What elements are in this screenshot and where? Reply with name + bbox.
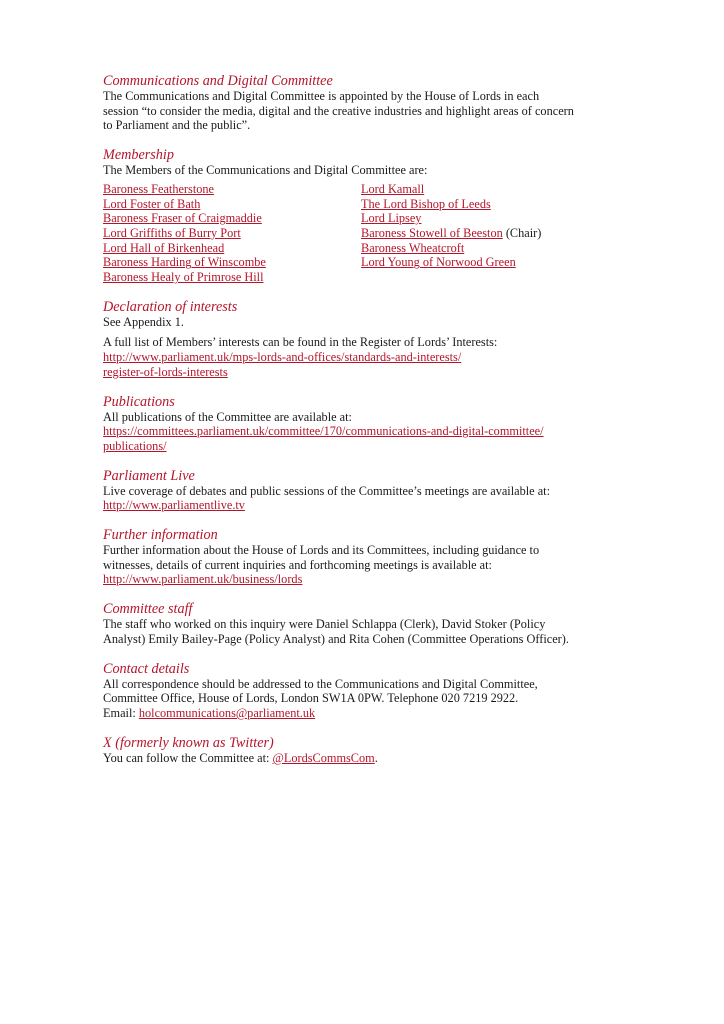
- further-info-link[interactable]: http://www.parliament.uk/business/lords: [103, 572, 303, 587]
- further-info-line-1: Further information about the House of Lords and its Committees, including guidance to: [103, 543, 540, 558]
- twitter-text-line: [103, 751, 623, 766]
- member-link[interactable]: The Lord Bishop of Leeds: [361, 196, 491, 211]
- interests-text: See Appendix 1.: [103, 314, 184, 329]
- member-link[interactable]: Lord Young of Norwood Green: [361, 255, 516, 270]
- twitter-heading: X (formerly known as Twitter): [103, 734, 274, 751]
- members-left-column: [103, 182, 361, 285]
- parliament-live-section: [103, 468, 623, 513]
- further-info-text: [103, 543, 623, 572]
- register-link-line-2[interactable]: register-of-lords-interests: [103, 364, 228, 379]
- publications-link-line-2[interactable]: publications/: [103, 438, 167, 453]
- membership-heading: Membership: [103, 147, 174, 164]
- members-right-column: [361, 182, 623, 285]
- twitter-section: [103, 735, 623, 766]
- staff-text: [103, 617, 623, 646]
- publications-section: [103, 394, 623, 454]
- parliament-live-heading: Parliament Live: [103, 467, 195, 484]
- members-list: [103, 182, 623, 285]
- further-info-section: [103, 527, 623, 587]
- staff-line-2: Analyst) Emily Bailey-Page (Policy Analyst) and Rita Cohen (Committee Operations Officer).: [103, 631, 569, 646]
- contact-text: [103, 677, 623, 721]
- contact-line-1: All correspondence should be addressed to the Communications and Digital Committee,: [103, 676, 538, 691]
- register-link-line-1[interactable]: http://www.parliament.uk/mps-lords-and-offices/standards-and-interests/: [103, 350, 462, 365]
- publications-link-line-1[interactable]: https://committees.parliament.uk/committee/170/communications-and-digital-committee/: [103, 424, 544, 439]
- membership-intro: The Members of the Communications and Digital Committee are:: [103, 163, 428, 178]
- twitter-text: You can follow the Committee at:: [103, 750, 273, 765]
- member-link[interactable]: Lord Lipsey: [361, 211, 422, 226]
- parliament-live-link[interactable]: http://www.parliamentlive.tv: [103, 498, 245, 513]
- further-info-heading: Further information: [103, 527, 218, 544]
- member-link[interactable]: Baroness Healy of Primrose Hill: [103, 270, 264, 285]
- chair-label: (Chair): [502, 225, 542, 240]
- committee-section: [103, 73, 623, 133]
- publications-text: All publications of the Committee are available at:: [103, 409, 352, 424]
- committee-heading: Communications and Digital Committee: [103, 73, 333, 89]
- interests-full-list-text: A full list of Members’ interests can be found in the Register of Lords’ Interests:: [103, 335, 498, 350]
- committee-text-line-3: to Parliament and the public”.: [103, 118, 251, 133]
- committee-description: [103, 89, 623, 133]
- contact-line-2: Committee Office, House of Lords, London SW1A 0PW. Telephone 020 7219 2922.: [103, 691, 519, 706]
- member-link[interactable]: Baroness Harding of Winscombe: [103, 255, 266, 270]
- staff-heading: Committee staff: [103, 601, 193, 618]
- email-link[interactable]: holcommunications@parliament.uk: [138, 705, 316, 720]
- parliament-live-text: Live coverage of debates and public sessions of the Committee’s meetings are available at:: [103, 483, 550, 498]
- document-page: [103, 73, 623, 779]
- member-link[interactable]: Lord Griffiths of Burry Port: [103, 225, 241, 240]
- staff-section: [103, 601, 623, 646]
- publications-heading: Publications: [103, 393, 175, 410]
- member-link[interactable]: Baroness Fraser of Craigmaddie: [103, 211, 262, 226]
- committee-text-line-2: session “to consider the media, digital and the creative industries and highlight areas of concern: [103, 103, 574, 118]
- further-info-line-2: witnesses, details of current inquiries and forthcoming meetings is available at:: [103, 557, 492, 572]
- contact-heading: Contact details: [103, 660, 190, 677]
- twitter-trailing: .: [374, 750, 378, 765]
- member-link[interactable]: Baroness Wheatcroft: [361, 240, 465, 255]
- member-link[interactable]: Lord Kamall: [361, 181, 425, 196]
- twitter-handle-link[interactable]: @LordsCommsCom: [272, 750, 375, 765]
- email-label: Email:: [103, 705, 139, 720]
- committee-text-line-1: The Communications and Digital Committee is appointed by the House of Lords in each: [103, 89, 540, 103]
- publications-link-block: [103, 424, 623, 453]
- interests-heading: Declaration of interests: [103, 298, 238, 315]
- member-link[interactable]: Baroness Featherstone: [103, 181, 214, 196]
- interests-section: [103, 299, 623, 380]
- member-link-chair[interactable]: Baroness Stowell of Beeston: [361, 225, 503, 240]
- contact-section: [103, 661, 623, 721]
- staff-line-1: The staff who worked on this inquiry were Daniel Schlappa (Clerk), David Stoker (Policy: [103, 617, 546, 632]
- membership-section: [103, 147, 623, 285]
- member-link[interactable]: Lord Foster of Bath: [103, 196, 201, 211]
- interests-register-link-block: [103, 350, 623, 379]
- member-link[interactable]: Lord Hall of Birkenhead: [103, 240, 225, 255]
